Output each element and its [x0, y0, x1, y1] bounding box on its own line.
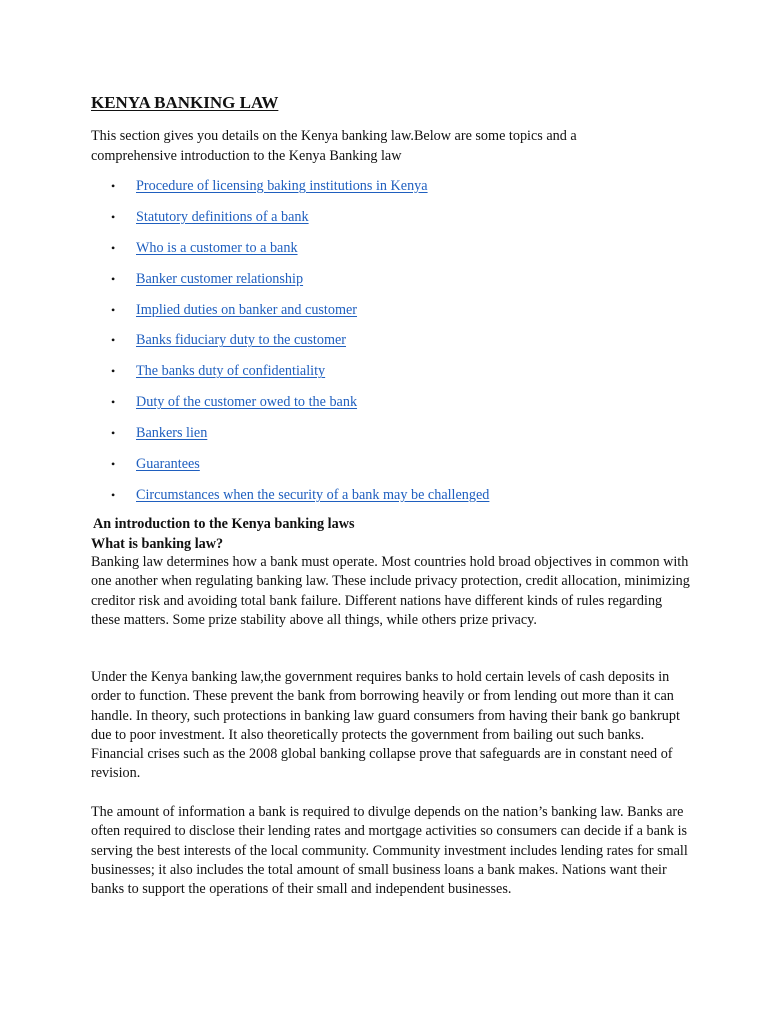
bullet-icon: •	[111, 302, 116, 317]
topic-link-implied-duties[interactable]: Implied duties on banker and customer	[136, 301, 358, 318]
list-item	[0, 237, 768, 268]
list-item	[0, 422, 768, 453]
topic-link-definitions[interactable]: Statutory definitions of a bank	[136, 208, 309, 225]
topic-link-relationship[interactable]: Banker customer relationship	[136, 270, 304, 287]
list-item	[0, 206, 768, 237]
list-item	[0, 453, 768, 484]
topic-link-bankers-lien[interactable]: Bankers lien	[136, 425, 208, 442]
bullet-icon: •	[111, 364, 116, 379]
body-paragraph: Under the Kenya banking law,the government requires banks to hold certain levels of cash deposits in order to function. These prevent the bank from borrowing heavily or from lending out more than it can handle. In theory, such protections in banking law guard consumers from having their bank go bankrupt due to poor investment. It also theoretically protects the government from bailing out such banks. Financial crises such as the 2008 global banking collapse prove that safeguards are in constant need of revision.	[91, 669, 680, 782]
bullet-icon: •	[111, 333, 116, 348]
page-title: KENYA BANKING LAW	[91, 93, 279, 112]
list-item	[0, 175, 768, 206]
bullet-icon: •	[111, 426, 116, 441]
bullet-icon: •	[111, 240, 116, 255]
list-item	[0, 299, 768, 330]
subheading: What is banking law?	[91, 536, 224, 552]
list-item	[0, 484, 768, 515]
section-heading: An introduction to the Kenya banking laws	[93, 516, 355, 532]
list-item	[0, 329, 768, 360]
topic-list	[0, 175, 768, 515]
body-paragraph: Banking law determines how a bank must operate. Most countries hold broad objectives in common with one another when regulating banking law. These include privacy protection, credit allocation, minimizing creditor risk and avoiding total bank failure. Different nations have different kinds of rules regarding these matters. Some prize stability above all things, while others prize privacy.	[91, 554, 690, 628]
topic-link-confidentiality[interactable]: The banks duty of confidentiality	[136, 363, 326, 380]
bullet-icon: •	[111, 209, 116, 224]
topic-link-fiduciary-duty[interactable]: Banks fiduciary duty to the customer	[136, 332, 347, 349]
bullet-icon: •	[111, 457, 116, 472]
topic-link-customer-duty[interactable]: Duty of the customer owed to the bank	[136, 394, 358, 411]
topic-link-customer[interactable]: Who is a customer to a bank	[136, 239, 298, 256]
bullet-icon: •	[111, 179, 116, 193]
list-item	[0, 391, 768, 422]
topic-link-guarantees[interactable]: Guarantees	[136, 456, 200, 473]
list-item	[0, 268, 768, 299]
topic-link-security-challenged[interactable]: Circumstances when the security of a bank may be challenged	[136, 486, 490, 503]
bullet-icon: •	[111, 395, 116, 410]
bullet-icon: •	[111, 271, 116, 286]
intro-paragraph: This section gives you details on the Kenya banking law.Below are some topics and a comprehensive introduction to the Kenya Banking law	[91, 128, 577, 164]
bullet-icon: •	[111, 487, 116, 502]
list-item	[0, 360, 768, 391]
topic-link-licensing[interactable]: Procedure of licensing baking institutions in Kenya	[136, 178, 428, 194]
body-paragraph: The amount of information a bank is required to divulge depends on the nation’s banking law. Banks are often required to disclose their lending rates and mortgage activities so consumers can decide if a bank is serving the best interests of the local community. Community investment includes lending rates for small businesses; it also includes the total amount of small business loans a bank makes. Nations want their banks to support the operations of their small and independent businesses.	[91, 804, 688, 898]
